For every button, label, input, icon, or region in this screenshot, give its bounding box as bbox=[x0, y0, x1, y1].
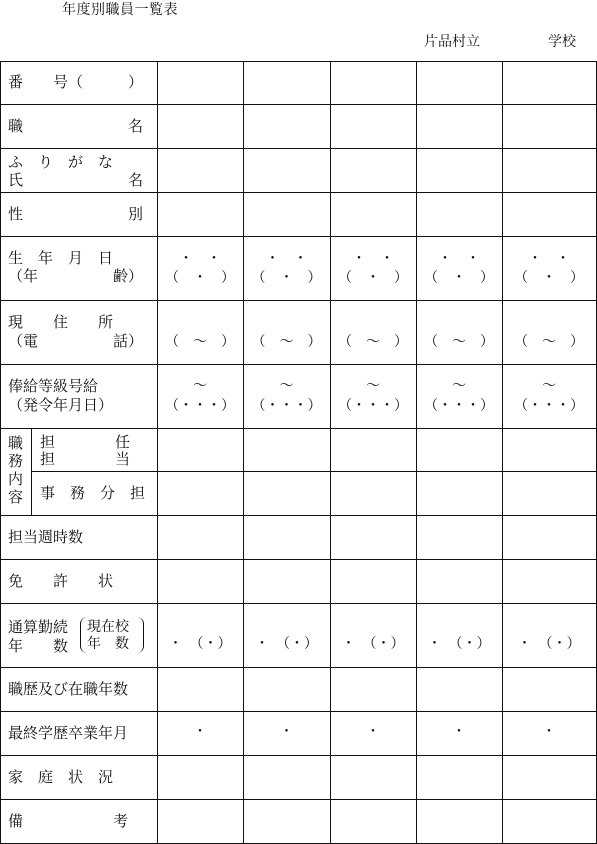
row-label-career: 職歴及び在職年数 bbox=[8, 680, 129, 698]
row-border bbox=[0, 799, 597, 800]
salary-date-cell[interactable]: （・・・） bbox=[165, 398, 235, 414]
phone-cell[interactable]: （ ～ ） bbox=[424, 334, 494, 350]
service-years-cell[interactable]: ・ （・） bbox=[168, 636, 232, 652]
row-label-name: 氏 名 bbox=[8, 171, 144, 189]
graduation-cell[interactable]: ・ bbox=[279, 724, 294, 740]
salary-range-cell[interactable]: ～ bbox=[193, 378, 207, 394]
age-cell[interactable]: （ ・ ） bbox=[424, 270, 494, 286]
age-cell[interactable]: （ ・ ） bbox=[514, 270, 584, 286]
salary-date-cell[interactable]: （・・・） bbox=[424, 398, 494, 414]
current-school-bracket bbox=[80, 617, 144, 653]
row-border bbox=[0, 755, 597, 756]
row-label-furigana: ふ り が な bbox=[8, 153, 114, 171]
phone-cell[interactable]: （ ～ ） bbox=[165, 334, 235, 350]
row-border bbox=[0, 192, 597, 193]
birth-date-cell[interactable]: ・ ・ bbox=[438, 251, 480, 267]
row-label-salary: 俸給等級号給 bbox=[8, 377, 99, 395]
row-label-service-current-years: 年 数 bbox=[87, 636, 129, 652]
salary-date-cell[interactable]: （・・・） bbox=[251, 398, 322, 414]
age-cell[interactable]: （ ・ ） bbox=[251, 270, 322, 286]
row-border bbox=[0, 104, 597, 105]
row-label-phone: （電 話） bbox=[8, 332, 144, 350]
row-border bbox=[0, 61, 597, 62]
row-label-gender: 性 別 bbox=[8, 205, 144, 223]
row-border bbox=[0, 300, 597, 301]
salary-date-cell[interactable]: （・・・） bbox=[514, 398, 584, 414]
salary-range-cell[interactable]: ～ bbox=[542, 378, 556, 394]
column-border bbox=[31, 428, 32, 515]
graduation-cell[interactable]: ・ bbox=[193, 724, 207, 740]
row-border bbox=[0, 236, 597, 237]
salary-date-cell[interactable]: （・・・） bbox=[338, 398, 408, 414]
birth-date-cell[interactable]: ・ ・ bbox=[265, 251, 308, 267]
staff-form-table bbox=[0, 61, 597, 844]
row-label-service-current: 現在校 bbox=[87, 619, 129, 635]
age-cell[interactable]: （ ・ ） bbox=[165, 270, 235, 286]
column-border bbox=[0, 61, 1, 844]
row-label-remarks: 備 考 bbox=[8, 812, 129, 830]
row-label-weekly-hours: 担当週時数 bbox=[8, 528, 84, 546]
row-label-duties-charge2: 担 当 bbox=[40, 450, 131, 468]
graduation-cell[interactable]: ・ bbox=[542, 724, 556, 740]
row-label-birth: 生 年 月 日 bbox=[8, 249, 114, 267]
row-border bbox=[0, 711, 597, 712]
row-label-issue-date: （発令年月日） bbox=[8, 396, 114, 414]
village-label: 片品村立 bbox=[424, 34, 480, 50]
row-label-number: 番 号（ ） bbox=[8, 73, 144, 91]
row-label-service-years: 年 数 bbox=[8, 637, 69, 655]
row-label-license: 免 許 状 bbox=[8, 572, 114, 590]
row-border bbox=[0, 515, 597, 516]
row-border bbox=[0, 667, 597, 668]
row-label-duties-office: 事 務 分 担 bbox=[40, 484, 146, 502]
graduation-cell[interactable]: ・ bbox=[452, 724, 466, 740]
phone-cell[interactable]: （ ～ ） bbox=[251, 334, 322, 350]
row-label-family: 家 庭 状 況 bbox=[8, 768, 114, 786]
phone-cell[interactable]: （ ～ ） bbox=[514, 334, 584, 350]
salary-range-cell[interactable]: ～ bbox=[366, 378, 380, 394]
graduation-cell[interactable]: ・ bbox=[366, 724, 380, 740]
salary-range-cell[interactable]: ～ bbox=[279, 378, 294, 394]
row-label-age: （年 齢） bbox=[8, 267, 144, 285]
age-cell[interactable]: （ ・ ） bbox=[338, 270, 408, 286]
row-label-address: 現 住 所 bbox=[8, 313, 114, 331]
salary-range-cell[interactable]: ～ bbox=[452, 378, 466, 394]
birth-date-cell[interactable]: ・ ・ bbox=[179, 251, 221, 267]
row-label-duties-charge: 担 任 bbox=[40, 433, 131, 451]
service-years-cell[interactable]: ・ （・） bbox=[427, 636, 491, 652]
birth-date-cell[interactable]: ・ ・ bbox=[528, 251, 570, 267]
document-title: 年度別職員一覧表 bbox=[62, 2, 178, 18]
row-label-position: 職 名 bbox=[8, 117, 144, 135]
row-border bbox=[0, 148, 597, 149]
row-border bbox=[0, 364, 597, 365]
row-border bbox=[31, 471, 597, 472]
row-label-service-total: 通算勤続 bbox=[8, 618, 69, 636]
birth-date-cell[interactable]: ・ ・ bbox=[352, 251, 394, 267]
row-border bbox=[0, 559, 597, 560]
service-years-cell[interactable]: ・ （・） bbox=[517, 636, 581, 652]
row-label-duties-group: 職務内容 bbox=[8, 434, 24, 506]
service-years-cell[interactable]: ・ （・） bbox=[341, 636, 405, 652]
row-border bbox=[0, 603, 597, 604]
school-label: 学校 bbox=[548, 34, 576, 50]
row-label-education: 最終学歴卒業年月 bbox=[8, 724, 129, 742]
phone-cell[interactable]: （ ～ ） bbox=[338, 334, 408, 350]
service-years-cell[interactable]: ・ （・） bbox=[255, 636, 318, 652]
row-border bbox=[0, 428, 597, 429]
